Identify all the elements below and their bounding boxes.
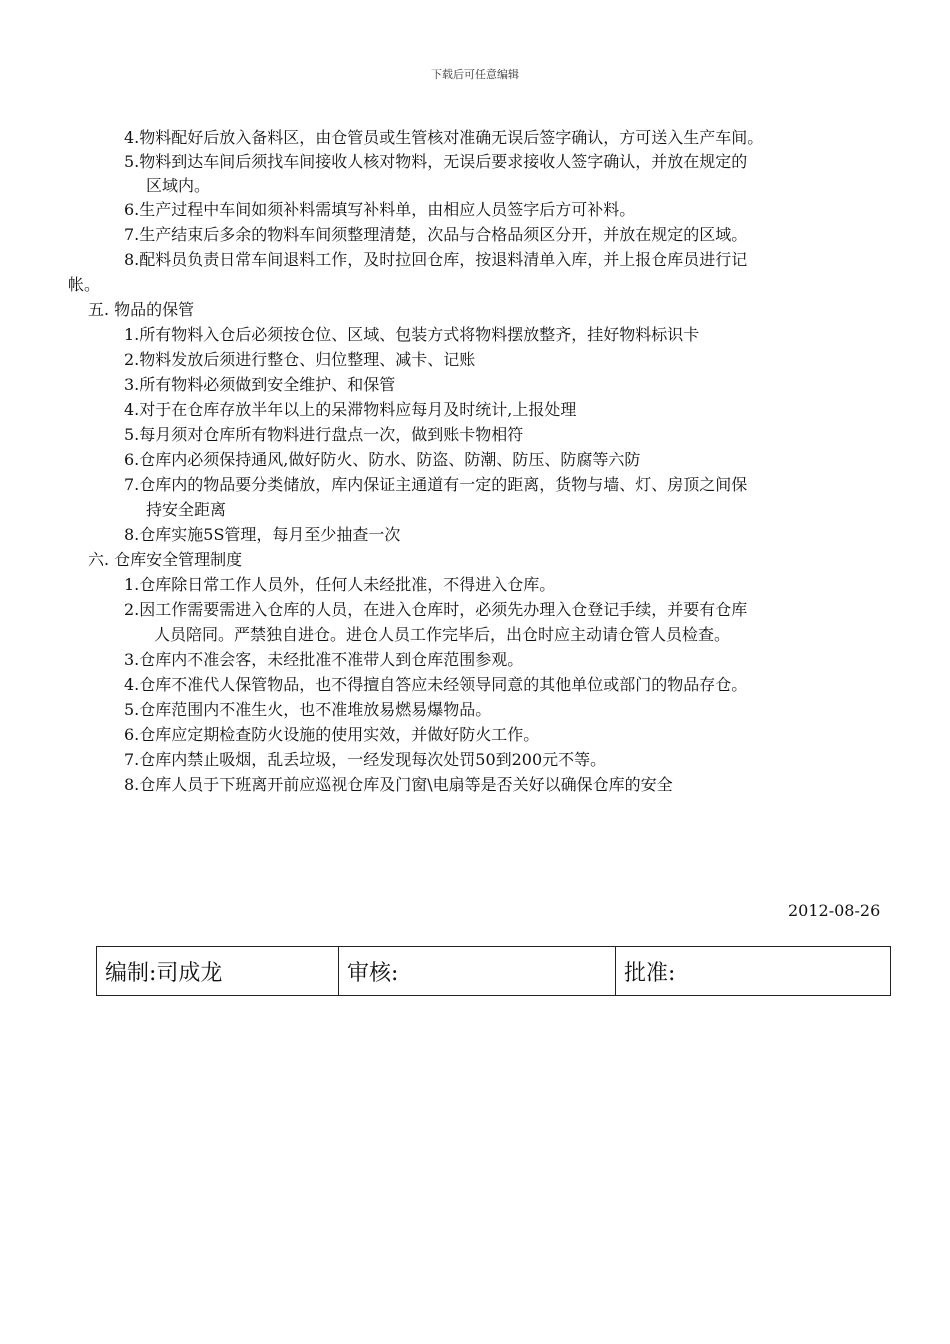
list-item: 7.生产结束后多余的物料车间须整理清楚，次品与合格品须区分开，并放在规定的区域。: [124, 225, 748, 244]
section-heading: 六. 仓库安全管理制度: [88, 550, 243, 569]
list-item: 5.每月须对仓库所有物料进行盘点一次，做到账卡物相符: [124, 425, 524, 444]
list-item: 2.因工作需要需进入仓库的人员，在进入仓库时，必须先办理入仓登记手续，并要有仓库: [124, 600, 748, 619]
list-item-continuation: 持安全距离: [146, 500, 227, 519]
section-heading: 五. 物品的保管: [88, 300, 195, 319]
approved-by-cell: 批准:: [616, 947, 891, 996]
header-note: 下载后可任意编辑: [431, 68, 519, 81]
list-item: 7.仓库内禁止吸烟，乱丢垃圾，一经发现每次处罚50到200元不等。: [124, 750, 607, 769]
list-item: 5.物料到达车间后须找车间接收人核对物料，无误后要求接收人签字确认，并放在规定的: [124, 152, 748, 171]
list-item: 8.仓库人员于下班离开前应巡视仓库及门窗\电扇等是否关好以确保仓库的安全: [124, 775, 673, 794]
list-item: 1.仓库除日常工作人员外，任何人未经批准，不得进入仓库。: [124, 575, 556, 594]
list-item: 4.物料配好后放入备料区，由仓管员或生管核对准确无误后签字确认，方可送入生产车间。: [124, 128, 764, 147]
list-item: 4.仓库不准代人保管物品，也不得擅自答应未经领导同意的其他单位或部门的物品存仓。: [124, 675, 748, 694]
list-item-continuation: 人员陪同。严禁独自进仓。进仓人员工作完毕后，出仓时应主动请仓管人员检查。: [154, 625, 731, 644]
list-item: 4.对于在仓库存放半年以上的呆滞物料应每月及时统计,上报处理: [124, 400, 577, 419]
list-item: 7.仓库内的物品要分类储放，库内保证主通道有一定的距离，货物与墙、灯、房顶之间保: [124, 475, 748, 494]
list-item: 5.仓库范围内不准生火，也不准堆放易燃易爆物品。: [124, 700, 492, 719]
list-item: 2.物料发放后须进行整仓、归位整理、减卡、记账: [124, 350, 476, 369]
document-date: 2012-08-26: [788, 901, 881, 920]
list-item: 6.生产过程中车间如须补料需填写补料单，由相应人员签字后方可补料。: [124, 200, 636, 219]
list-item: 1.所有物料入仓后必须按仓位、区域、包装方式将物料摆放整齐，挂好物料标识卡: [124, 325, 700, 344]
list-item-continuation: 区域内。: [146, 176, 211, 195]
list-item: 3.仓库内不准会客，未经批准不准带人到仓库范围参观。: [124, 650, 524, 669]
reviewed-by-cell: 审核:: [339, 947, 616, 996]
prepared-by-cell: 编制:司成龙: [97, 947, 339, 996]
list-item: 6.仓库内必须保持通风,做好防火、防水、防盗、防潮、防压、防腐等六防: [124, 450, 641, 469]
list-item: 8.仓库实施5S管理，每月至少抽查一次: [124, 525, 401, 544]
list-item: 3.所有物料必须做到安全维护、和保管: [124, 375, 396, 394]
signoff-table: [96, 946, 891, 996]
list-item: 6.仓库应定期检查防火设施的使用实效，并做好防火工作。: [124, 725, 540, 744]
list-item-continuation: 帐。: [68, 275, 101, 294]
list-item: 8.配料员负责日常车间退料工作，及时拉回仓库，按退料清单入库，并上报仓库员进行记: [124, 250, 748, 269]
